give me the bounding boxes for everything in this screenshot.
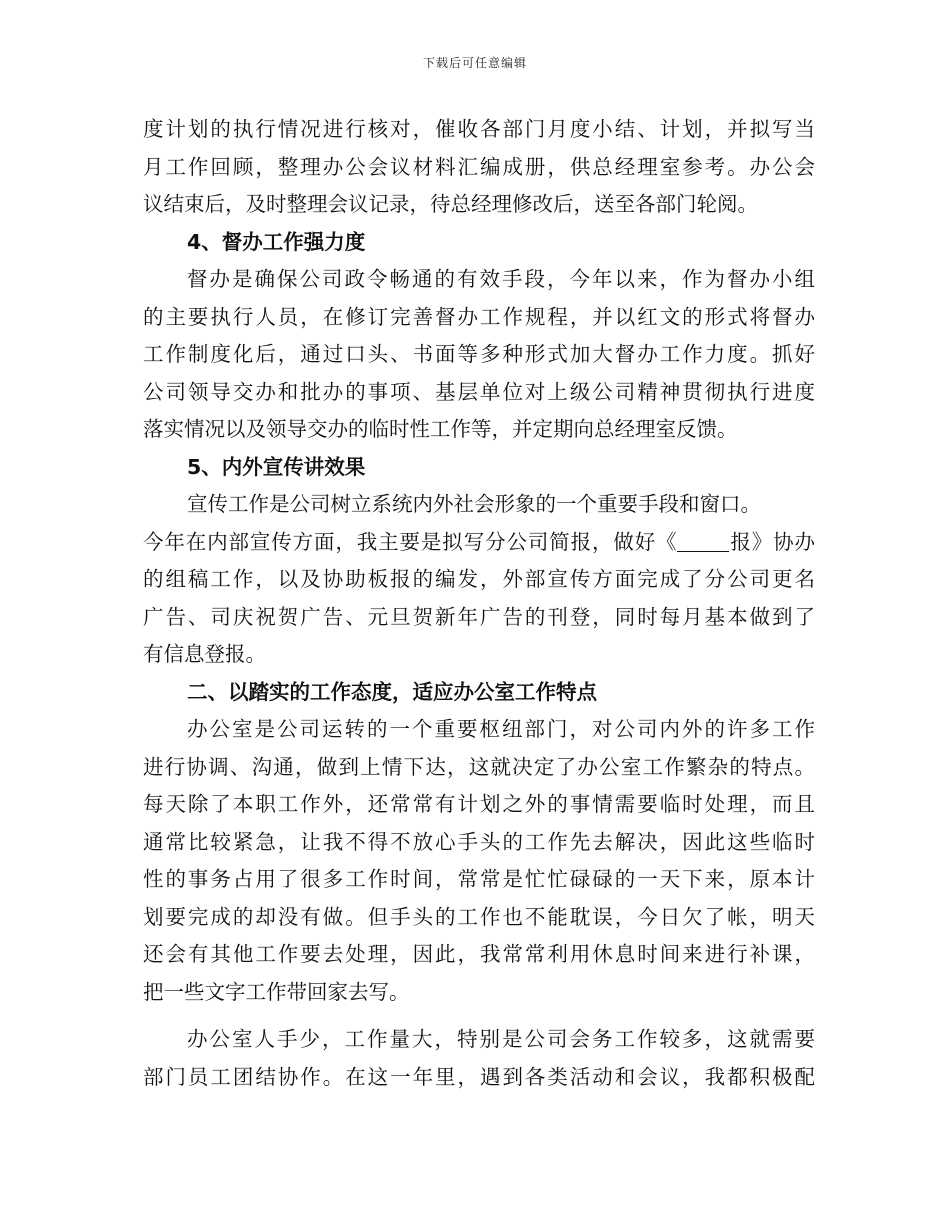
text-line: 落实情况以及领导交办的临时性工作等，并定期向总经理室反馈。 [143, 417, 738, 441]
text-line: 工作制度化后，通过口头、书面等多种形式加大督办工作力度。抓好 [143, 342, 815, 366]
text-line: 通常比较紧急，让我不得不放心手头的工作先去解决，因此这些临时 [143, 829, 815, 854]
paragraph [143, 111, 815, 224]
text-line: 议结束后，及时整理会议记录，待总经理修改后，送至各部门轮阅。 [143, 192, 758, 216]
text-line: 还会有其他工作要去处理，因此，我常常利用休息时间来进行补课， [143, 942, 815, 966]
text-line: 办公室人手少，工作量大，特别是公司会务工作较多，这就需要 [187, 1027, 815, 1051]
text-line: 部门员工团结协作。在这一年里，遇到各类活动和会议，我都积极配 [143, 1064, 815, 1089]
text-segment: 报》协办 [729, 529, 816, 554]
page-header: 下载后可任意编辑 [422, 56, 527, 70]
text-line: 每天除了本职工作外，还常常有计划之外的事情需要临时处理，而且 [143, 792, 815, 816]
text-line: 办公室是公司运转的一个重要枢纽部门，对公司内外的许多工作 [187, 717, 815, 741]
text-line: 划要完成的却没有做。但手头的工作也不能耽误，今日欠了帐，明天 [143, 904, 815, 929]
text-segment: 今年在内部宣传方面，我主要是拟写分公司简报，做好《 [143, 529, 678, 554]
blank-underline [677, 529, 729, 552]
paragraph [143, 1021, 815, 1096]
paragraph [143, 261, 815, 449]
text-line: 宣传工作是公司树立系统内外社会形象的一个重要手段和窗口。 [187, 492, 761, 516]
text-line: 公司领导交办和批办的事项、基层单位对上级公司精神贯彻执行进度 [143, 379, 815, 404]
text-line: 把一些文字工作带回家去写。 [143, 979, 410, 1004]
text-line: 有信息登报。 [143, 642, 266, 666]
section-heading: 4、督办工作强力度 [187, 229, 366, 254]
text-line: 进行协调、沟通，做到上情下达，这就决定了办公室工作繁杂的特点。 [143, 754, 815, 779]
text-line [143, 524, 815, 562]
section-heading: 二、以踏实的工作态度，适应办公室工作特点 [187, 679, 597, 704]
paragraph [143, 711, 815, 1011]
document-body [143, 111, 815, 1096]
text-line: 督办是确保公司政令畅通的有效手段，今年以来，作为督办小组 [187, 267, 815, 291]
text-line: 性的事务占用了很多工作时间，常常是忙忙碌碌的一天下来，原本计 [143, 867, 815, 891]
text-line: 的组稿工作，以及协助板报的编发，外部宣传方面完成了分公司更名 [143, 567, 815, 591]
paragraph [143, 486, 815, 674]
text-line: 度计划的执行情况进行核对，催收各部门月度小结、计划，并拟写当 [143, 117, 815, 141]
section-heading: 5、内外宣传讲效果 [187, 454, 366, 479]
text-line: 广告、司庆祝贺广告、元旦贺新年广告的刊登，同时每月基本做到了 [143, 604, 815, 629]
text-line: 月工作回顾，整理办公会议材料汇编成册，供总经理室参考。办公会 [143, 154, 815, 179]
text-line: 的主要执行人员，在修订完善督办工作规程，并以红文的形式将督办 [143, 304, 815, 329]
